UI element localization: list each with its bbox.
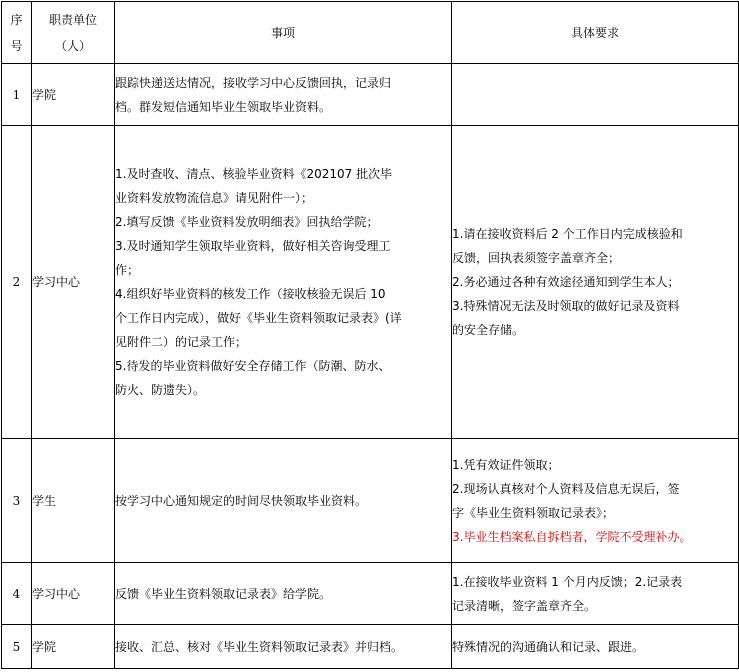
requirement-line: 1.凭有效证件领取； [452, 457, 560, 472]
responsibility-table [1, 1, 739, 669]
row-requirement [452, 126, 739, 439]
table-header-row [2, 2, 739, 64]
matter-line: 作； [115, 263, 140, 277]
table-row [2, 64, 739, 126]
row-unit: 学院 [32, 625, 115, 669]
row-matter [115, 439, 452, 563]
header-unit [32, 2, 115, 64]
header-index-line1: 序 [10, 12, 23, 27]
table-row [2, 625, 739, 669]
row-unit: 学院 [32, 64, 115, 126]
row-matter [115, 64, 452, 126]
requirement-line: 2.现场认真核对个人资料及信息无误后，签 [452, 481, 680, 496]
row-index: 3 [2, 439, 32, 563]
requirement-line: 特殊情况的沟通确认和记录、跟进。 [452, 639, 645, 654]
row-index: 2 [2, 126, 32, 439]
matter-line: 个工作日内完成），做好《毕业生资料领取记录表》(详 [115, 311, 402, 325]
requirement-line: 3.特殊情况无法及时领取的做好记录及资料 [452, 299, 680, 313]
row-matter [115, 625, 452, 669]
row-requirement [452, 439, 739, 563]
header-unit-line1: 职责单位 [48, 12, 97, 27]
requirement-line: 2.务必通过各种有效途径通知到学生本人； [452, 275, 680, 289]
requirement-line: 1.请在接收资料后 2 个工作日内完成核验和 [452, 227, 683, 241]
row-matter [115, 126, 452, 439]
row-index: 1 [2, 64, 32, 126]
table-row [2, 126, 739, 439]
matter-line: 按学习中心通知规定的时间尽快领取毕业资料。 [115, 493, 368, 508]
requirement-line: 记录清晰，签字盖章齐全。 [452, 598, 597, 613]
header-unit-line2: （人） [54, 38, 91, 53]
table-row [2, 439, 739, 563]
header-matter: 事项 [115, 2, 452, 64]
requirement-line: 1.在接收毕业资料 1 个月内反馈；2.记录表 [452, 574, 683, 589]
row-requirement [452, 625, 739, 669]
row-unit: 学习中心 [32, 563, 115, 625]
matter-line: 接收、汇总、核对《毕业生资料领取记录表》并归档。 [115, 639, 404, 654]
matter-line: 跟踪快递送达情况，接收学习中心反馈回执，记录归 [115, 75, 392, 90]
header-index-line2: 号 [10, 38, 23, 53]
matter-line: 3.及时通知学生领取毕业资料，做好相关咨询受理工 [115, 239, 391, 253]
requirement-line: 字《毕业生资料领取记录表》； [452, 505, 615, 520]
row-unit: 学习中心 [32, 126, 115, 439]
header-requirement: 具体要求 [452, 2, 739, 64]
row-requirement [452, 563, 739, 625]
matter-line: 业资料发放物流信息》请见附件一）； [115, 191, 314, 205]
requirement-line: 反馈，回执表须签字盖章齐全； [452, 251, 621, 265]
row-requirement [452, 64, 739, 126]
row-index: 4 [2, 563, 32, 625]
table-row [2, 563, 739, 625]
requirement-warning-line: 3.毕业生档案私自拆档者，学院不受理补办。 [452, 529, 692, 544]
matter-line: 4.组织好毕业资料的核发工作（接收核验无误后 10 [115, 287, 386, 301]
matter-line: 防火、防遗失）。 [115, 383, 206, 397]
row-unit: 学生 [32, 439, 115, 563]
matter-line: 档。群发短信通知毕业生领取毕业资料。 [115, 99, 332, 114]
matter-line: 2.填写反馈《毕业资料发放明细表》回执给学院； [115, 215, 379, 229]
matter-line: 见附件二）的记录工作； [115, 335, 248, 349]
header-index [2, 2, 32, 64]
matter-line: 1.及时查收、清点、核验毕业资料《202107 批次毕 [115, 167, 393, 181]
row-matter [115, 563, 452, 625]
matter-line: 5.待发的毕业资料做好安全存储工作（防潮、防水、 [115, 359, 391, 373]
requirement-line: 的安全存储。 [452, 323, 525, 337]
matter-line: 反馈《毕业生资料领取记录表》给学院。 [115, 586, 332, 601]
row-index: 5 [2, 625, 32, 669]
